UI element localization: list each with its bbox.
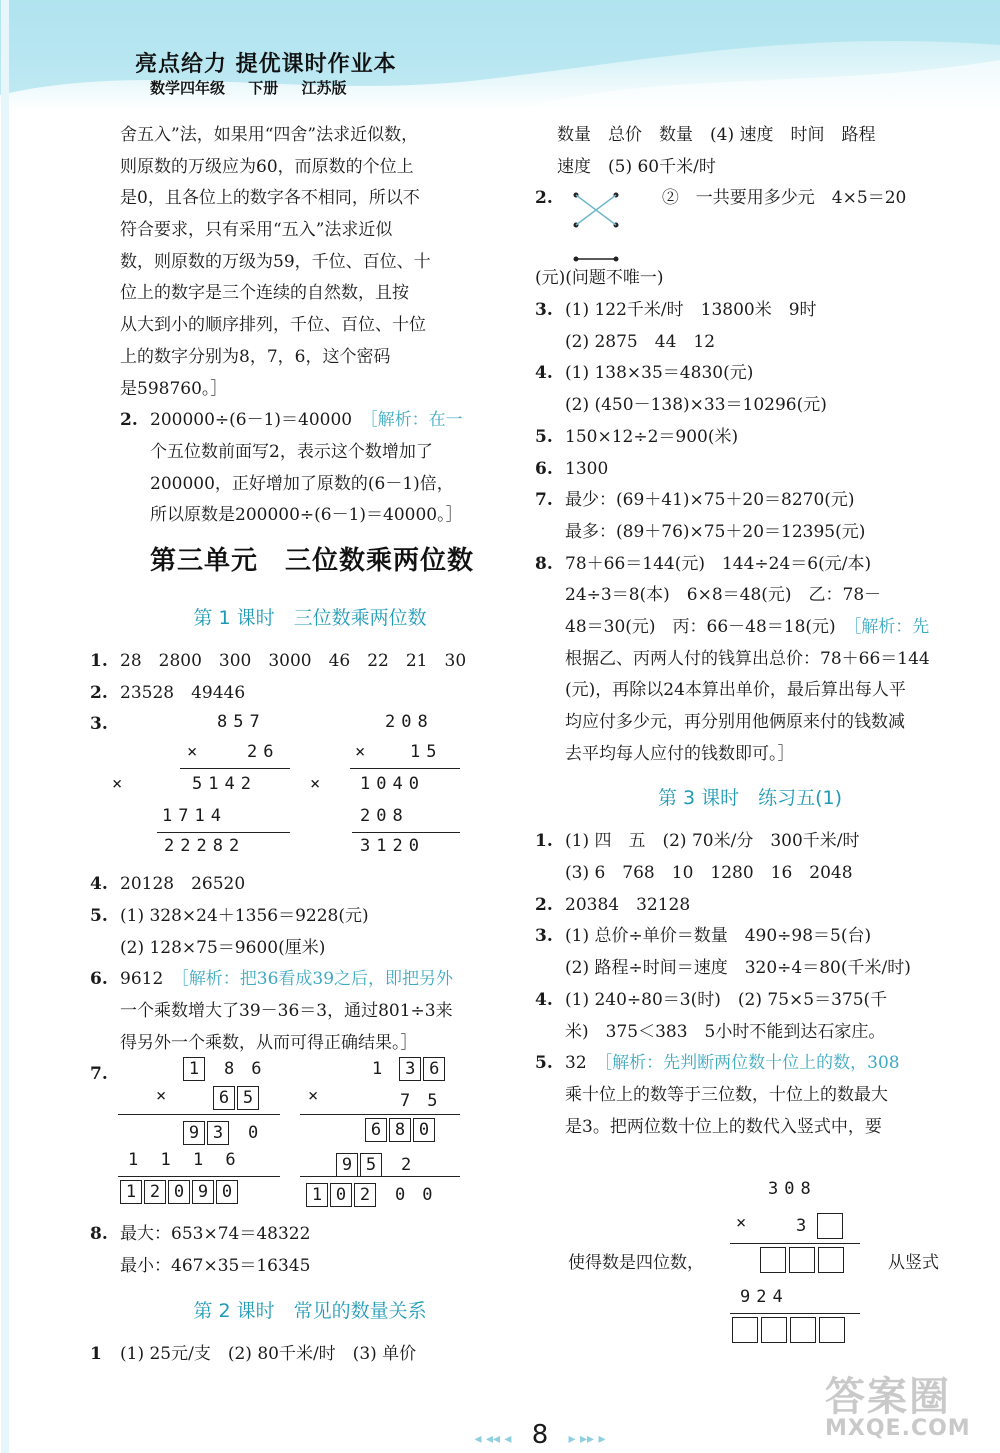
page-number: 8 [531, 1420, 549, 1450]
question-number: 7. [90, 1064, 108, 1085]
answer-4: 4. (1) 138×35＝4830(元) [535, 358, 965, 390]
text-line: (元)，再除以24本算出单价，最后算出每人平 [565, 680, 906, 701]
answer-1: 1. 28 2800 300 3000 46 22 21 30 [120, 646, 500, 678]
question-number: 5. [90, 906, 108, 926]
question-number: 2. [535, 894, 553, 915]
book-subtitle [150, 77, 365, 98]
right-column [535, 120, 965, 1143]
answer-3: 3. (1) 122千米/时 13800米 9时 [535, 295, 965, 327]
analysis-label: ［解析：先判断两位数十位上的数，308 [603, 1053, 900, 1074]
question-number: 4. [535, 363, 553, 384]
answer-1: 1. (1) 四 五 (2) 70米/分 300千米/时 [535, 826, 965, 858]
question-number: 8. [90, 1224, 108, 1245]
answer-3: 3. (1) 总价÷单价＝数量 490÷98＝5(台) [535, 921, 965, 953]
blank-box [818, 1247, 844, 1273]
answer-2: 2. 200000÷(6－1)＝40000 ［解析：在一 [120, 405, 500, 437]
blank-box [789, 1247, 815, 1273]
answer-8: 8. 最大：653×74＝48322 [120, 1219, 500, 1251]
answer-2: 2. 23528 49446 [120, 678, 500, 710]
text-line: 最小：467×35＝16345 [120, 1256, 311, 1277]
answer-4: 4. (1) 240÷80＝3(时) (2) 75×5＝375(千 [535, 985, 965, 1017]
q5-text-left: 使得数是四位数， [568, 1253, 704, 1273]
lesson-1-title: 第 1 课时 三位数乘两位数 [193, 606, 427, 629]
line-matching-diagram [568, 187, 628, 267]
side-strip [1, 0, 9, 1453]
text-line: (2) 128×75＝9600(厘米) [120, 937, 326, 958]
right-arrows-icon: ▸ ▸▸ ▸ [568, 1431, 606, 1447]
question-number: 1. [90, 650, 108, 671]
text-line: 上的数字分别为8，7，6，这个密码 [120, 346, 391, 367]
question-number: 6. [535, 458, 553, 479]
blank-box [760, 1247, 786, 1273]
text-line: 是0，且各位上的数字各不相同，所以不 [120, 188, 420, 209]
answer-5: 5. 32 ［解析：先判断两位数十位上的数，308 [535, 1048, 965, 1080]
fill-in-calc-2: 1 3 6 × 7 5 6 8 0 9 5 2 1 0 2 0 0 [300, 1052, 470, 1212]
text-line: 位上的数字是三个连续的自然数，且按 [120, 283, 409, 304]
header-banner [0, 0, 1000, 110]
page-footer [440, 1420, 640, 1450]
fill-in-calc-1: 1 8 6 × 6 5 9 3 0 1 1 1 6 1 2 0 9 0 [118, 1052, 288, 1212]
text-line: 得另外一个乘数，从而可得正确结果。］ [120, 1032, 418, 1053]
text-line: 乘十位上的数等于三位数，十位上的数最大 [565, 1084, 888, 1105]
question-number: 3. [90, 714, 108, 735]
answer-1: 1 (1) 25元/支 (2) 80千米/时 (3) 单价 [120, 1339, 500, 1371]
text-line: 速度 (5) 60千米/时 [557, 156, 716, 177]
text-line: 根据乙、丙两人付的钱算出总价：78＋66＝144 [565, 648, 930, 669]
question-number: 2. [90, 682, 108, 703]
wrong-mark: × [112, 774, 129, 794]
answer-7: 7. 最少：(69＋41)×75＋20＝8270(元) [535, 485, 965, 517]
text-line: 数量 总价 数量 (4) 速度 时间 路程 [557, 125, 876, 145]
wrong-mark: × [310, 774, 327, 794]
answer-2: 2. 20384 32128 [535, 890, 965, 922]
q5-text-right: 从竖式 [888, 1253, 939, 1273]
question-number: 6. [90, 969, 108, 990]
question-number: 2. [120, 410, 138, 431]
question-number: 7. [535, 490, 553, 511]
watermark-url: MXQE.COM [825, 1416, 971, 1441]
text-line: 米) 375＜383 5小时不能到达石家庄。 [565, 1021, 886, 1042]
watermark-logo: 答案圈 [825, 1374, 951, 1420]
question-number: 3. [535, 926, 553, 947]
unit-title: 第三单元 三位数乘两位数 [150, 545, 475, 576]
volume-label: 下册 [248, 79, 279, 97]
answer-6: 6. 9612 ［解析：把36看成39之后，即把另外 [120, 964, 500, 996]
text-line: 舍五入”法，如果用“四舍”法求近似数， [120, 125, 419, 145]
answer-5: 5. (1) 328×24＋1356＝9228(元) [120, 901, 500, 933]
question-number: 4. [535, 989, 553, 1010]
question-number: 4. [90, 874, 108, 895]
text-line: 一个乘数增大了39－36＝3，通过801÷3来 [120, 1001, 453, 1022]
text-line: (2) 2875 44 12 [565, 331, 716, 352]
question-number: 5. [535, 1053, 553, 1074]
analysis-label: ［解析：先 [852, 616, 930, 637]
text-line: 均应付多少元，再分别用他俩原来付的钱数减 [565, 712, 905, 732]
answer-4: 4. 20128 26520 [120, 869, 500, 901]
answer-8: 8. 78＋66＝144(元) 144÷24＝6(元/本) [535, 549, 965, 581]
text-line: 最多：(89＋76)×75＋20＝12395(元) [565, 521, 866, 542]
question-number: 3. [535, 300, 553, 321]
text-line: 24÷3＝8(本) 6×8＝48(元) 乙：78－ [565, 585, 882, 606]
text-line: 数，则原数的万级为59，千位、百位、十 [120, 251, 431, 272]
text-line: 从大到小的顺序排列，千位、百位、十位 [120, 315, 426, 336]
answer-6: 6. 1300 [535, 454, 965, 486]
text-line: 则原数的万级应为60，而原数的个位上 [120, 156, 414, 177]
left-arrows-icon: ◂ ◂◂ ◂ [474, 1431, 512, 1447]
watermark [825, 1365, 985, 1445]
text-line: 去平均每人应付的钱数即可。］ [565, 743, 795, 764]
blank-box [817, 1213, 843, 1239]
text-line: 是3。把两位数十位上的数代入竖式中，要 [565, 1116, 882, 1137]
blank-box [819, 1317, 845, 1343]
lesson-2-title: 第 2 课时 常见的数量关系 [193, 1299, 427, 1322]
analysis-label: ［解析：在一 [369, 410, 463, 431]
text-line: 是598760。］ [120, 378, 228, 399]
text-line: (2) 路程÷时间＝速度 320÷4＝80(千米/时) [565, 958, 911, 979]
grade-label: 数学四年级 [150, 79, 226, 97]
blank-box [732, 1317, 758, 1343]
lesson-3-title: 第 3 课时 练习五(1) [657, 787, 843, 810]
question-number: 2. [535, 188, 553, 209]
text-line: 符合要求，只有采用“五入”法求近似 [120, 220, 393, 241]
vertical-calc-2: 208 × 15 × 1040 208 3120 [310, 708, 490, 868]
text-line: 所以原数是200000÷(6－1)＝40000。］ [150, 505, 463, 526]
text-line: 个五位数前面写2，表示这个数增加了 [150, 441, 433, 462]
blank-box [761, 1317, 787, 1343]
blank-box [790, 1317, 816, 1343]
question-number: 1 [90, 1343, 102, 1364]
vertical-calc-1: 857 × 26 × 5142 1714 22282 [112, 708, 302, 868]
question-number: 5. [535, 426, 553, 447]
answer-5: 5. 150×12÷2＝900(米) [535, 422, 965, 454]
book-title: 亮点给力 提优课时作业本 [135, 52, 397, 77]
question-number: 8. [535, 553, 553, 574]
text-line: 200000，正好增加了原数的(6－1)倍， [150, 473, 454, 494]
text-line: (3) 6 768 10 1280 16 2048 [565, 863, 853, 884]
answer-2: 2. ② 一共要用多少元 4×5＝20 [535, 183, 965, 263]
vertical-calc-q5: 308 × 3 924 [730, 1175, 870, 1345]
edition-label: 江苏版 [301, 79, 347, 97]
question-number: 1. [535, 831, 553, 852]
text-line: 48＝30(元) 丙：66－48＝18(元) ［解析：先 [565, 616, 930, 637]
analysis-label: ［解析：把36看成39之后，即把另外 [180, 969, 454, 990]
text-line: (元)(问题不唯一) [535, 268, 664, 289]
text-line: (2) (450－138)×33＝10296(元) [565, 395, 827, 416]
